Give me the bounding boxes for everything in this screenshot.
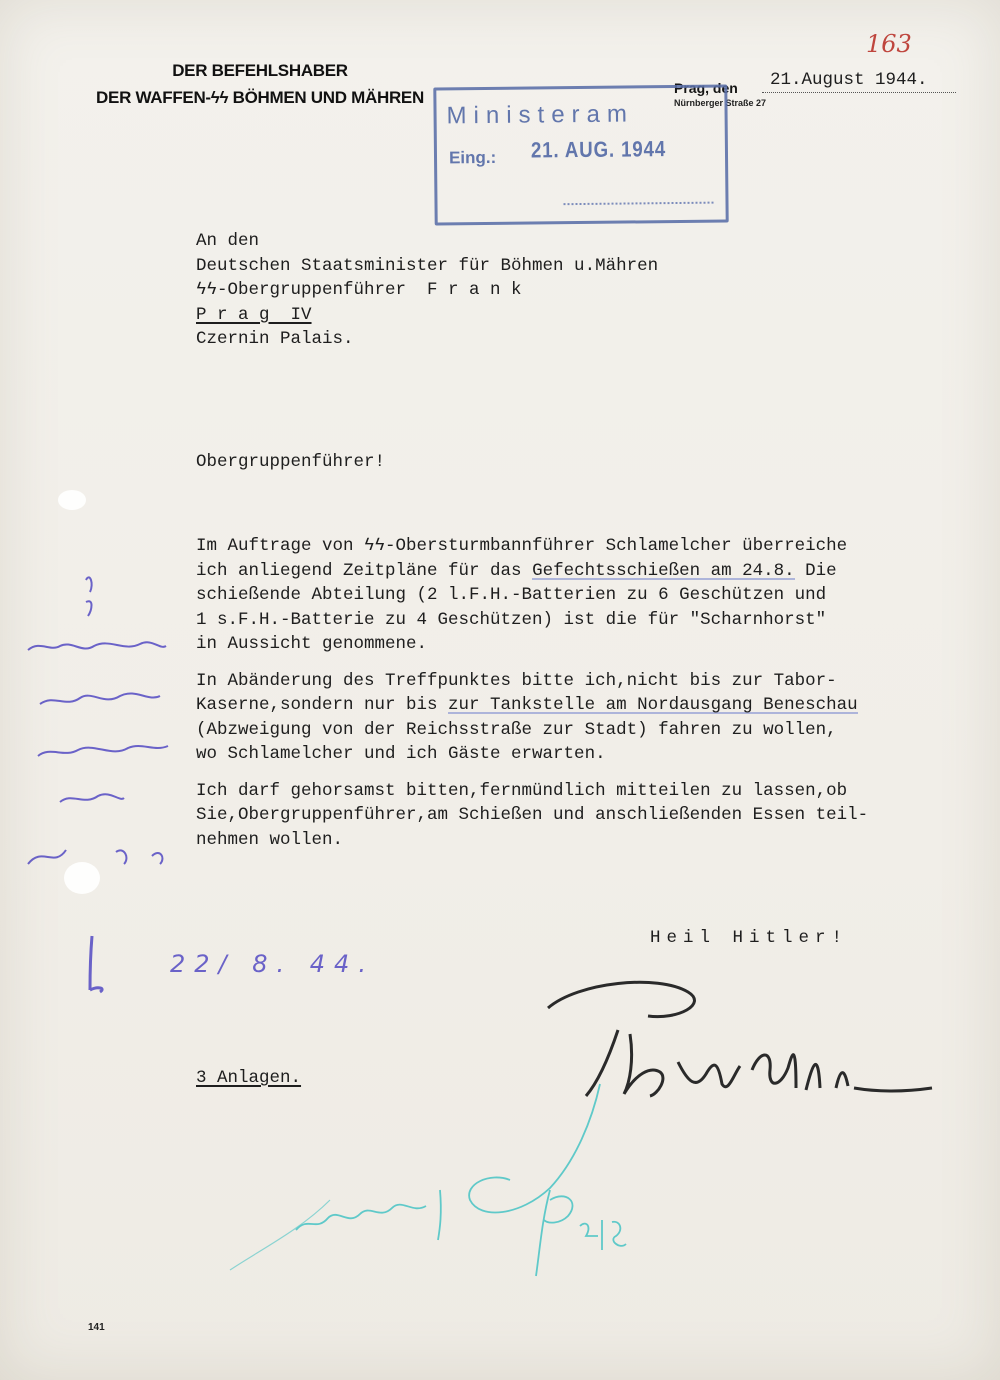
paragraph-1-line-4: 1 s.F.H.-Batterie zu 4 Geschützen) ist die für "Scharnhorst" [196,609,827,630]
stamp-dotted-line [564,202,714,206]
recipient-line-5: Czernin Palais. [196,329,354,349]
paragraph-1-line-5: in Aussicht genommene. [196,634,428,654]
paragraph-3-line-2: Sie,Obergruppenführer,am Schießen und anschließenden Essen teil- [196,805,869,825]
paragraph-3 [196,779,966,853]
paragraph-1-line-1: Im Auftrage von ϟϟ-Obersturmbannführer Schlamelcher überreiche [196,536,848,556]
paragraph-1-line-3: schießende Abteilung (2 l.F.H.-Batterien zu 6 Geschützen und [196,585,827,605]
paragraph-1 [196,534,966,657]
enclosures-note: 3 Anlagen. [196,1068,302,1088]
recipient-line-3: ϟϟ-Obergruppenführer F r a n k [196,280,522,300]
stamp-received-label: Eing.: [448,147,497,168]
recipient-line-4: P r a g IV [196,304,312,325]
margin-handwriting [20,480,210,1000]
recipient-block [196,229,658,352]
paragraph-2-line-2a: Kaserne,sondern nur bis [196,695,449,715]
letter-date: 21.August 1944. [770,70,928,90]
letterhead [82,57,438,111]
paragraph-3-line-1: Ich darf gehorsamst bitten,fernmündlich mitteilen zu lassen,ob [196,780,848,801]
paragraph-1-line-2c: Die [794,560,837,581]
underlined-gefechtsschiessen: Gefechtsschießen am 24.8. [532,560,795,581]
letterhead-line-2: DER WAFFEN-ϟϟ BÖHMEN UND MÄHREN [96,88,424,107]
paragraph-2-line-1: In Abänderung des Treffpunktes bitte ich,nicht bis zur Tabor- [196,670,837,691]
stamp-title: Ministeram [446,100,635,130]
paragraph-1-line-2a: ich anliegend Zeitpläne für das [196,560,533,581]
salutation: Obergruppenführer! [196,452,386,472]
paragraph-2-line-2 [196,693,966,718]
stamp-received-date: 21. AUG. 1944 [530,136,667,163]
closing-greeting: Heil Hitler! [650,928,849,948]
folio-number [862,24,932,64]
recipient-line-2: Deutschen Staatsminister für Böhmen u.Mähren [196,255,659,276]
recipient-line-1: An den [196,231,260,251]
letterhead-line-1: DER BEFEHLSHABER [172,61,348,80]
date-dotted-line [762,92,956,93]
received-stamp [433,84,728,225]
underlined-tankstelle: zur Tankstelle am Nordausgang Beneschau [448,695,858,715]
street-address: Nürnberger Straße 27 [674,98,767,108]
folio-text: 163 [866,30,912,58]
margin-date-note: 22/ 8. 44. [170,950,375,978]
paragraph-2-line-3: (Abzweigung von der Reichsstraße zur Stadt) fahren zu wollen, [196,719,837,740]
teal-pencil-scribble [220,1080,680,1280]
paragraph-3-line-3: nehmen wollen. [196,829,344,850]
page-number: 141 [88,1322,105,1333]
place-label: Prag, den [674,80,738,96]
paragraph-2 [196,669,966,767]
letter-body [196,534,966,864]
paragraph-2-line-4: wo Schlamelcher und ich Gäste erwarten. [196,744,606,764]
paragraph-1-line-2 [196,559,966,584]
